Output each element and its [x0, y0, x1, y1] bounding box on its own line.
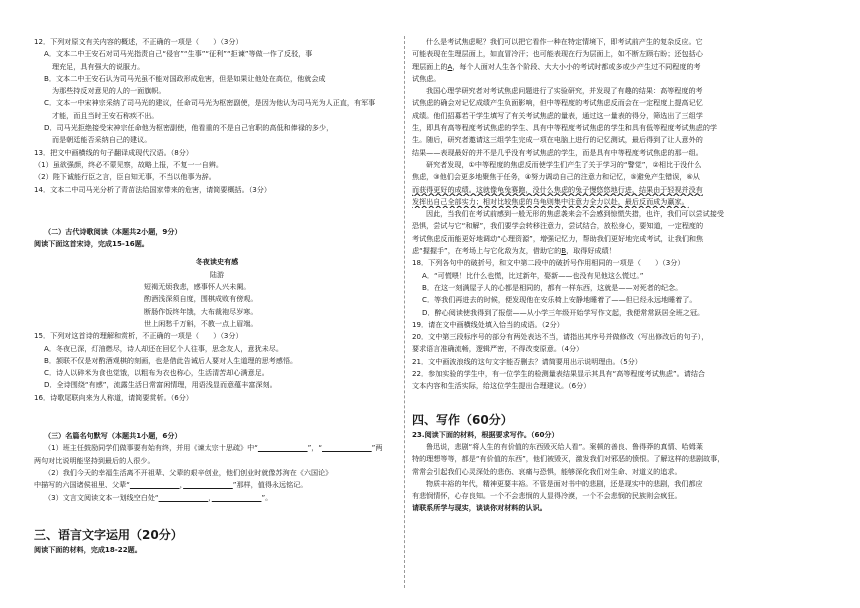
- question-12: [34, 36, 400, 147]
- q17-item-2-cont: [34, 479, 400, 491]
- question-20: [412, 331, 792, 356]
- para-line: [412, 245, 792, 257]
- q12-option-d-cont: 而是朝廷能否采纳自己的建议。: [52, 135, 152, 145]
- question-17: [34, 442, 400, 503]
- q13-item-1: （1）虽欲强颜，终必不蒙见察，故略上报，不复一一自辨。: [34, 159, 223, 169]
- q17-item-3-sep: ，: [208, 492, 212, 502]
- q17-item-2-end: ”那样，值得永远铭记。: [232, 480, 308, 490]
- para-line: [412, 61, 792, 73]
- para-line: 什么是考试焦虑呢？我们可以把它看作一种在特定情境下，即考试前产生的复杂反应。它: [426, 37, 703, 46]
- question-21: 21．文中画波浪线的这句文字能否删去？请简要用出示说明理由。（5分）: [412, 356, 642, 366]
- q12-option-a-cont: 理充足，具有强大的说服力。: [52, 61, 145, 71]
- question-23-heading: 23.阅读下面的材料，根据要求写作。（60分）: [412, 429, 559, 439]
- poem-author: 陆游: [209, 269, 225, 279]
- q15-stem: 15．下列对这首诗的理解和赏析，不正确的一项是（ ）（3分）: [34, 331, 243, 341]
- question-13: [34, 147, 400, 184]
- answer-blank: [159, 493, 209, 502]
- question-15: [34, 330, 400, 391]
- poem-line: 世上闲愁千万斛，不教一点上眉端。: [144, 318, 258, 328]
- reading-para-4: [412, 208, 792, 257]
- material-line: 有悲悯情怀，心存良知。一个不会悲悯的人显得冷漠，一个不会悲悯的民族则会疯狂。: [412, 491, 682, 501]
- para-line: 研究者发现，①中等程度的焦虑反而使学生们产生了关于学习的“警觉”，②相比于没什么: [426, 159, 702, 169]
- blank-b: B: [561, 246, 567, 256]
- q15-option-b: B．颔联不仅是对酌酒观棋的刻画，也是借此告诫后人要对人生道理的思考感悟。: [44, 355, 298, 365]
- question-22: [412, 368, 792, 393]
- answer-blank: [183, 480, 233, 489]
- q12-option-c-cont: 才能，而且当时王安石称疾不出。: [52, 110, 159, 120]
- question-18: [412, 257, 792, 318]
- q18-option-b: B．在这一刻满屋子人的心都是相同的，都有一样东西，这就是——对死者的纪念。: [422, 282, 683, 292]
- poetry-section-heading: （二）古代诗歌阅读（本题共2小题，9分）: [44, 226, 182, 236]
- poetry-intro: 阅读下面这首宋诗，完成15-16题。: [34, 239, 149, 249]
- q15-option-a: A．冬夜已深，灯油燃尽，诗人却还在回忆个人往事，思念友人，意犹未尽。: [44, 343, 283, 353]
- q17-item-2-text: 中描写的六国诸侯祖里、父辈“: [34, 480, 130, 490]
- q17-item-2: （2）我们今天的幸福生活离不开祖辈、父辈的艰辛创业，他们创业时就像苏洵在《六国论》: [44, 467, 333, 477]
- para-line: 考试焦虑反而能更好地调动“心理资源”，增强记忆力，帮助我们更好地完成考试，让我们和焦: [412, 233, 704, 243]
- right-column: [412, 36, 792, 515]
- q12-stem: 12．下列对原文有关内容的概述，不正确的一项是（ ）（3分）: [34, 37, 243, 46]
- section-3-intro: 阅读下面的材料，完成18-22题。: [34, 544, 142, 554]
- question-23-material: [412, 441, 792, 502]
- question-19: 19．请在文中画横线处填入恰当的成语。（2分）: [412, 319, 564, 329]
- para-line: 试焦虑。: [412, 73, 441, 83]
- para-line: 试焦虑的确会对记忆成绩产生负面影响，但中等程度的考试焦虑反而会在一定程度上提高记忆: [412, 98, 703, 108]
- poem-line: 酌酒浅深须自度，围棋成败有傍观。: [144, 294, 258, 304]
- poem-title: 冬夜读史有感: [195, 257, 239, 267]
- q18-option-d: D．醉心阅读使我得到了报偿——从小学三年级开始学写作文起，我便常常跃居全班之冠。: [422, 307, 705, 317]
- q12-option-b: B．文本二中王安石认为司马光虽不能对国政形成危害，但是如果让他处在高位，他就会成: [44, 73, 326, 83]
- para-line: 生。随后，研究者邀请这三组学生完成一项在电脑上进行的记忆测试，最后得到了让人意外的: [412, 135, 703, 145]
- q17-item-3-end: ”。: [261, 492, 273, 502]
- q12-option-a: A．文本二中王安石对司马光指责自己“侵官”“生事”“征利”“拒谏”等做一作了反驳，事: [44, 49, 313, 59]
- poem-line: 短褐无烦我悲，感事怀人兴未阑。: [144, 282, 251, 292]
- material-line: 鲁迅说，悲剧“将人生的有价值的东西毁灭给人看”。案顿的善良、鲁得莽的真情、哈姆莱: [426, 441, 703, 451]
- reading-para-1: [412, 36, 792, 85]
- q22-line: 22．参加实验的学生中，有一位学生的检测量表结果显示其具有“高等程度考试焦虑”。请结合: [412, 369, 706, 379]
- q13-stem: 13．把文中画横线的句子翻译成现代汉语。（8分）: [34, 147, 193, 157]
- para-line: 生，即具有高等程度考试焦虑的学生、具有中等程度考试焦虑的学生和具有低等程度考试焦虑的学: [412, 123, 718, 133]
- para-line-wavy: 发挥出自己全部实力；相对比较焦虑的乌龟则集中注意力全力以赴，最后反而成为赢家。: [412, 196, 689, 206]
- q17-item-3: [34, 492, 400, 504]
- q15-option-c: C．诗人以碎米为食也觉饿，以粗布为衣也称心，生活清苦却心满意足。: [44, 368, 269, 378]
- q20-line: 要求语言准确流畅，逻辑严密，不得改变原意。（4分）: [412, 344, 584, 354]
- column-divider: [404, 36, 405, 588]
- q17-item-1: [34, 442, 400, 454]
- poem-line: 断肠作饭终年饿，大布裁袍尽岁寒。: [144, 306, 258, 316]
- q15-option-d: D．全诗围绕“有感”，流露生活日常富闲情理，用语浅显而意蕴丰富深刻。: [44, 380, 277, 390]
- para-line: 结果——表现最好的并不是几乎没有考试焦虑的学生，而是具有中等程度考试焦虑的那一组。: [412, 147, 703, 157]
- para-line-wavy: 而获得更好的成绩。这就像龟兔赛跑，没什么焦虑的兔子慢悠悠地行进，结果由于轻视并没有: [412, 184, 703, 194]
- section-3-title: 三、语言文字运用（20分）: [34, 527, 183, 542]
- para-text: 理层面上的: [412, 61, 448, 71]
- answer-blank: [322, 443, 372, 452]
- q18-stem: 18．下列各句中的破折号，和文中第二段中的破折号作用相同的一项是（ ）（3分）: [412, 258, 685, 268]
- question-16: 16．诗歌尾联向来为人称道，请简要赏析。（6分）: [34, 392, 193, 402]
- q12-option-b-cont: 为那些持反对意见的人的一面旗帜。: [52, 86, 166, 96]
- q13-item-2: （2）陛下诚能行臣之言，臣自知无事，不当以他事为辞。: [34, 172, 216, 182]
- section-4-title: 四、写作（60分）: [412, 412, 513, 427]
- answer-blank: [130, 480, 180, 489]
- reading-para-2: [412, 85, 792, 159]
- para-text: 虑“握握手”，在考场上与它化敌为友，借助它的: [412, 246, 562, 256]
- q17-item-1-sep: ”，“: [307, 443, 323, 453]
- poem-body: [34, 281, 400, 330]
- q17-item-2-sep: ，: [179, 480, 184, 490]
- para-line: 可能表现在生理层面上，如直冒冷汗；也可能表现在行为层面上，如不断左顾右盼；还包括心: [412, 49, 703, 59]
- blank-a: A: [447, 61, 453, 71]
- q17-item-1-cont: 两句对比说明能坚持到最后的人很少。: [34, 455, 155, 465]
- para-line: 成绩。他们招募若干学生填写了有关考试焦虑的量表，通过这一量表的得分，筛选出了三组学: [412, 110, 703, 120]
- q12-option-d: D．司马光拒绝接受宋神宗任命他为枢密副使，他看重的不是自己官职的高低和俸禄的多少，: [44, 123, 334, 133]
- question-23-requirement: 请联系所学与现实，谈谈你对材料的认识。: [412, 503, 547, 513]
- q18-option-c: C．等我们再进去的时候，便发现他在安乐椅上安静地睡着了——但已经永远地睡着了。: [422, 295, 697, 305]
- material-line: 物质丰裕的年代，精神更要丰裕。不管是面对书中的悲剧，还是现实中的悲剧，我们都应: [426, 478, 703, 488]
- para-text: ，每个人面对人生各个阶段、大大小小的考试时都或多或少产生过不同程度的考: [452, 61, 701, 71]
- dictation-section-heading: （三）名篇名句默写（本题共1小题，6分）: [44, 431, 182, 441]
- q12-option-c: C．文本一中宋神宗采纳了司马光的建议，任命司马光为枢密副使，是因为他认为司马光为人正直，有军事: [44, 98, 376, 108]
- question-14: 14．文本二中司马光分析了青苗法给国家带来的危害，请简要概括。（3分）: [34, 184, 271, 194]
- answer-blank: [258, 443, 308, 452]
- para-line: 我国心理学研究者对考试焦虑问题进行了实验研究，并发现了有趣的结果：高等程度的考: [426, 86, 703, 96]
- q20-line: 20．文中第三段标序号的部分有两处表达不当，请指出其序号并做修改（写出修改后的句子），: [412, 332, 709, 342]
- para-line: 因此，当我们在考试前感到一般无形的焦虑袭来会不会感到惊慌失措，也许，我们可以尝试接受: [426, 209, 724, 219]
- answer-blank: [212, 493, 262, 502]
- q17-item-1-text: （1）班主任鼓励同学们做事要有始有终，并用《谏太宗十思疏》中“: [44, 443, 258, 453]
- reading-para-3: [412, 159, 792, 208]
- material-line: 常常会引起我们心灵深处的悲伤、哀痛与恐惧，能够深化我们对生命、对道义的追求。: [412, 466, 682, 476]
- q18-option-a: A．“可慌喂！比什么也慌，比过新年，娶新——也没有见他这么慌过。”: [422, 270, 644, 280]
- left-column: [34, 36, 400, 556]
- para-line: 焦虑，③他们会更多地聚焦于任务，④努力调动自己的注意力和记忆，⑤避免产生错误，⑥从: [412, 172, 700, 182]
- para-text: ，取得好成绩！: [566, 246, 616, 256]
- q22-line: 文本内容和生活实际，给这位学生提出合理建议。（6分）: [412, 381, 591, 391]
- q17-item-1-end: ”两: [371, 443, 383, 453]
- material-line: 特的理想等等，都是“有价值的东西”，他们被毁灭，激发我们对邪恶的愤恨。了解这样的悲剧故事，: [412, 454, 725, 464]
- para-line: 恐惧，尝试与它“和解”，我们要学会转移注意力，尝试结合，放松身心，要知道，一定程度的: [412, 221, 704, 231]
- q17-item-3-text: （3）文言文阅读文本一划线空白处“: [44, 492, 159, 502]
